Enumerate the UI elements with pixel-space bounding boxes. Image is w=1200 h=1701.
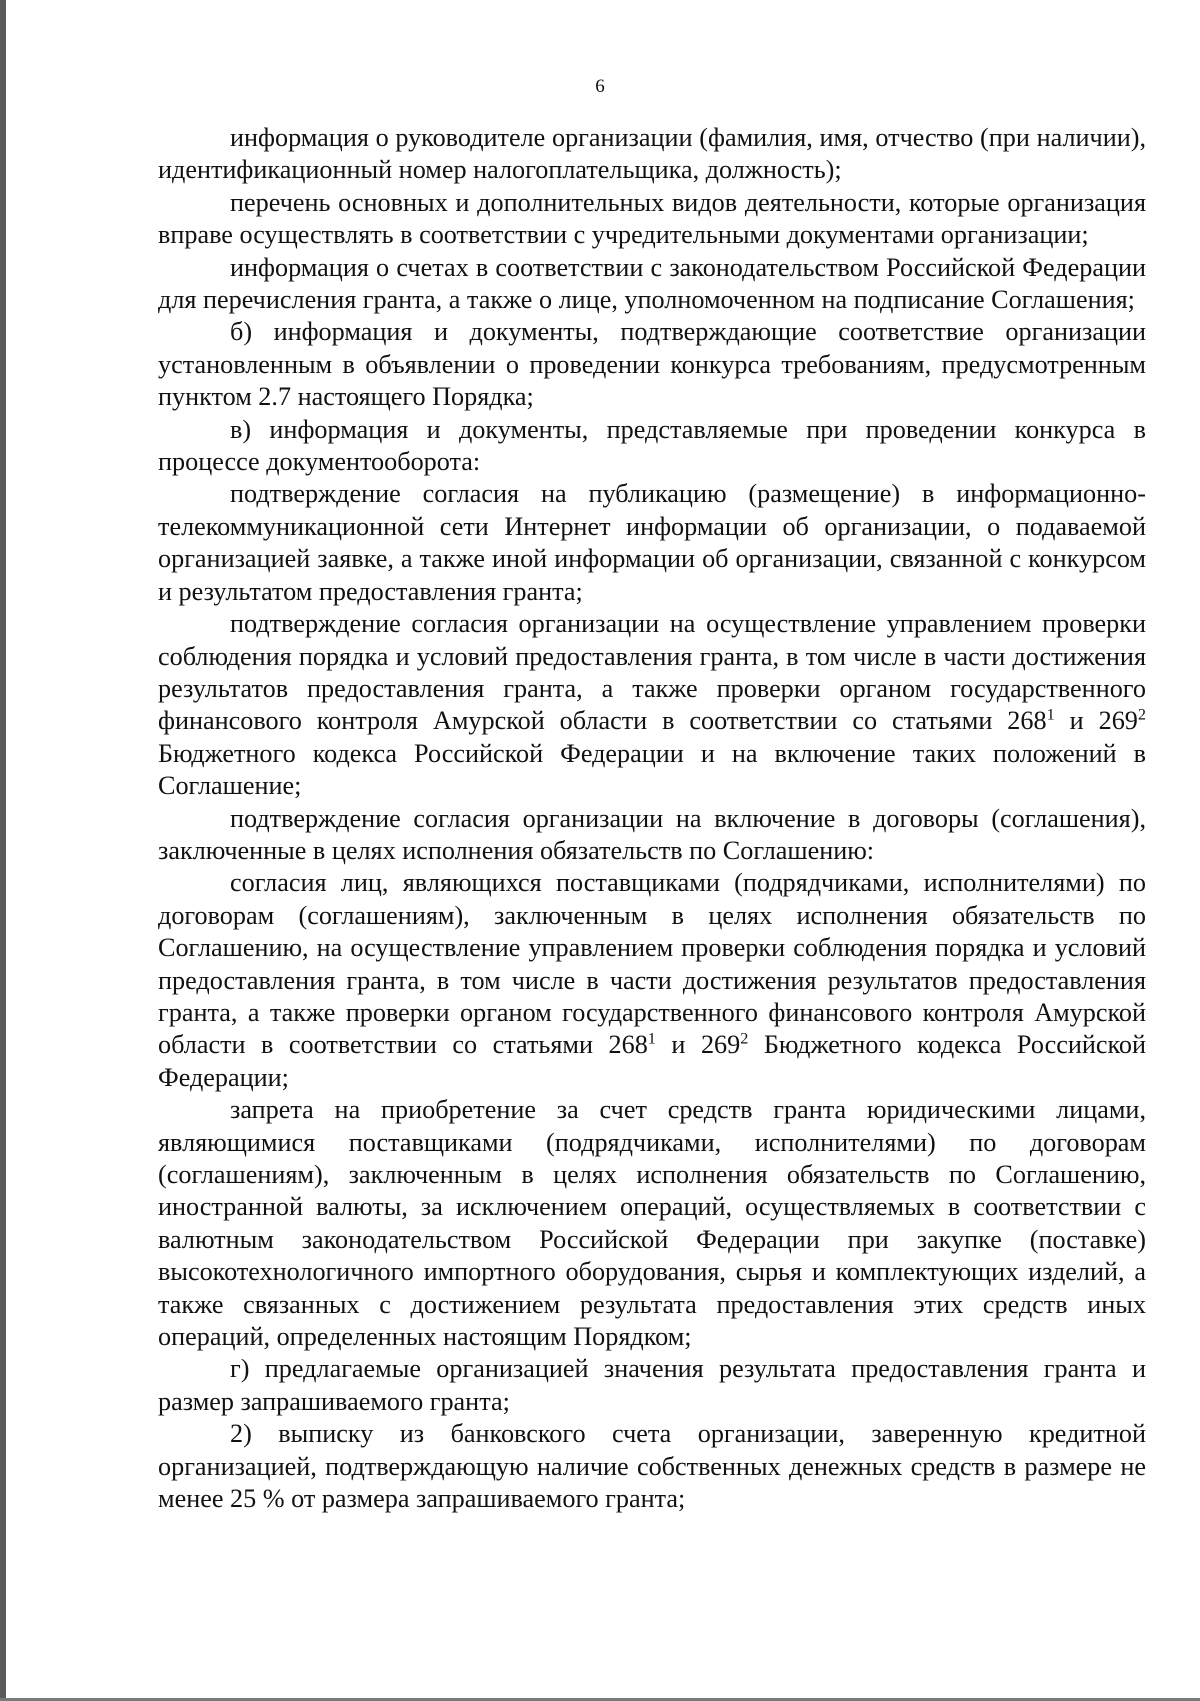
paragraph: запрета на приобретение за счет средств гранта юридическими лицами, являющимися поставщиками (подрядчиками, исполнителями) по договорам (соглашениям), заключенным в целях исполнения обязательств по Соглашению, иностранной валюты, за исключением операций, осуществляемых в соответствии с валютным законодательством Российской Федерации при закупке (поставке) высокотехнологичного импортного оборудования, сырья и комплектующих изделий, а также связанных с достижением результата предоставления этих средств иных операций, определенных настоящим Порядком; [158, 1095, 1146, 1352]
footnote-superscript: 2 [740, 1029, 749, 1048]
footnote-superscript: 2 [1137, 705, 1147, 724]
paragraph-text: согласия лиц, являющихся поставщиками (подрядчиками, исполнителями) по договорам (соглашениям), заключенным в целях исполнения обязательств по Соглашению, на осуществление управлением проверки соблюдения порядка и условий предоставления гранта, в том числе в части достижения результатов предоставления гранта, а также проверки органом государственного финансового контроля Амурской области в соответствии со статьями 268 [158, 868, 1146, 1060]
footnote-superscript: 1 [1046, 705, 1055, 724]
paragraph-text: подтверждение согласия организации на осуществление управлением проверки соблюдения порядка и условий предоставления гранта, в том числе в части достижения результатов предоставления гранта, а также проверки органом государственного финансового контроля Амурской области в соответствии со статьями 268 [158, 609, 1146, 736]
paragraph [158, 867, 1146, 1094]
paragraph-text: и 269 [655, 1030, 741, 1060]
paragraph: подтверждение согласия на публикацию (размещение) в информационно-телекоммуникационной сети Интернет информации об организации, о подаваемой организацией заявке, а также иной информации об организации, связанной с конкурсом и результатом предоставления гранта; [158, 479, 1146, 606]
paragraph: информация о руководителе организации (фамилия, имя, отчество (при наличии), идентификационный номер налогоплательщика, должность); [158, 123, 1146, 185]
paragraph-text: Бюджетного кодекса Российской Федерации и на включение таких положений в Соглашение; [158, 738, 1146, 801]
footnote-superscript: 1 [647, 1029, 656, 1048]
paragraph: б) информация и документы, подтверждающие соответствие организации установленным в объявлении о проведении конкурса требованиям, предусмотренным пунктом 2.7 настоящего Порядка; [158, 317, 1146, 412]
document-body [158, 122, 1146, 1515]
paragraph-text: и 269 [1054, 706, 1138, 736]
paragraph: 2) выписку из банковского счета организации, заверенную кредитной организацией, подтверждающую наличие собственных денежных средств в размере не менее 25 % от размера запрашиваемого гранта; [158, 1419, 1146, 1514]
page-number: 6 [595, 76, 605, 97]
paragraph: перечень основных и дополнительных видов деятельности, которые организация вправе осуществлять в соответствии с учредительными документами организации; [158, 187, 1146, 250]
paragraph-text: Бюджетного кодекса Российской Федерации; [158, 1030, 1146, 1092]
scan-edge-left [0, 0, 6, 1701]
paragraph [158, 608, 1146, 802]
paragraph: информация о счетах в соответствии с законодательством Российской Федерации для перечисления гранта, а также о лице, уполномоченном на подписание Соглашения; [158, 252, 1146, 315]
paragraph: в) информация и документы, представляемые при проведении конкурса в процессе документооборота: [158, 414, 1146, 477]
paragraph: г) предлагаемые организацией значения результата предоставления гранта и размер запрашиваемого гранта; [158, 1354, 1146, 1416]
paragraph: подтверждение согласия организации на включение в договоры (соглашения), заключенные в целях исполнения обязательств по Соглашению: [158, 803, 1146, 865]
